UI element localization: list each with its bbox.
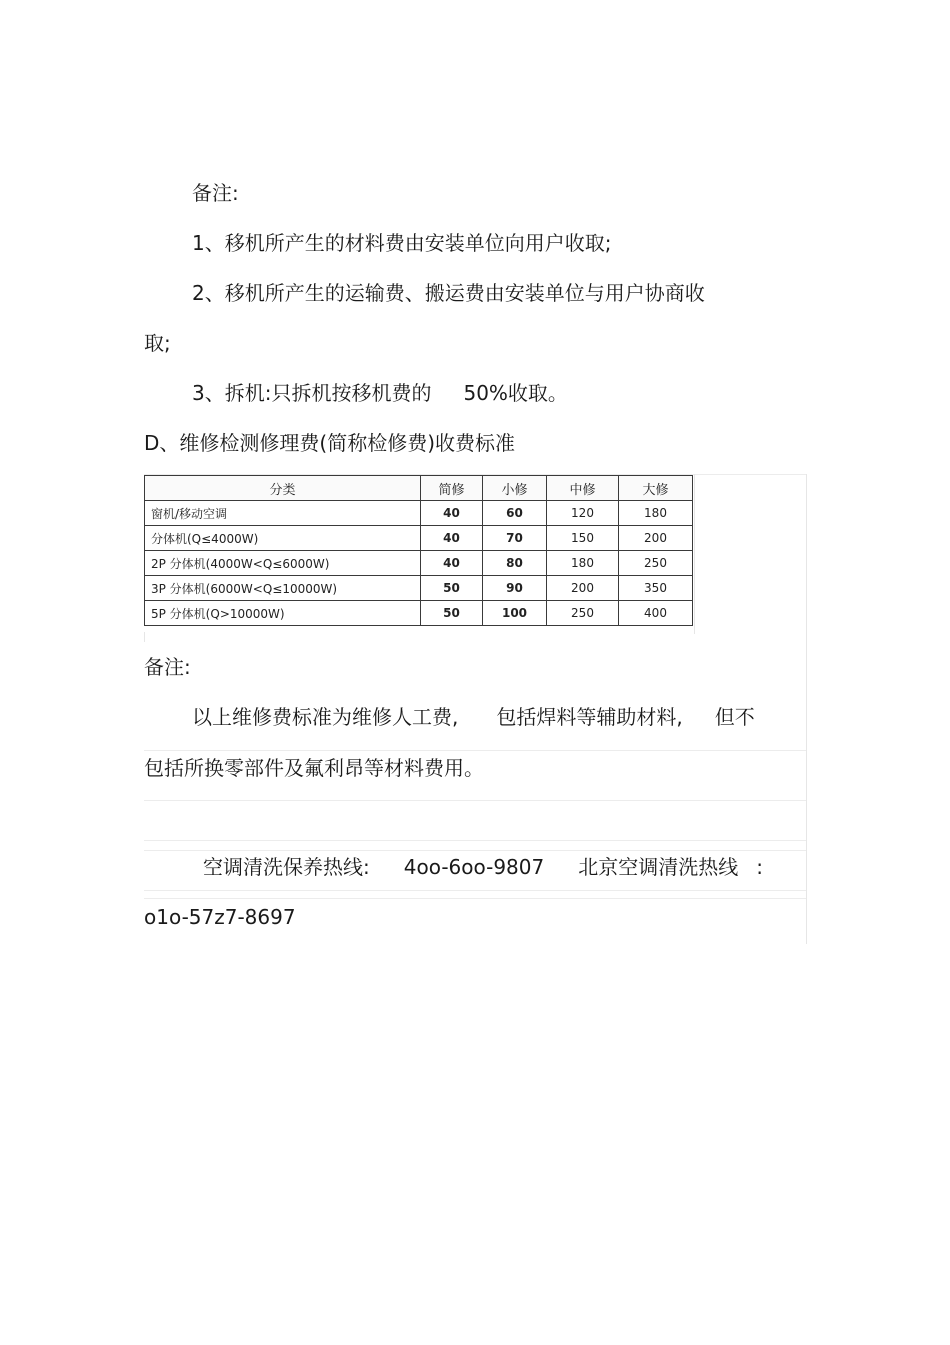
remark-item-2-continued: 取; — [144, 331, 171, 355]
repair-fee-table — [144, 475, 693, 626]
price-cell: 180 — [619, 501, 693, 526]
price-cell: 70 — [483, 526, 547, 551]
price-cell: 80 — [483, 551, 547, 576]
category-cell: 2P 分体机(4000W<Q≤6000W) — [145, 551, 421, 576]
price-cell: 40 — [421, 526, 483, 551]
price-cell: 100 — [483, 601, 547, 626]
table-row — [145, 501, 693, 526]
category-cell: 窗机/移动空调 — [145, 501, 421, 526]
guide-line — [144, 840, 806, 841]
table-row — [145, 601, 693, 626]
price-cell: 350 — [619, 576, 693, 601]
guide-line — [144, 632, 145, 642]
hotline-colon: : — [756, 855, 763, 879]
price-cell: 200 — [619, 526, 693, 551]
price-cell: 40 — [421, 551, 483, 576]
category-cell: 分体机(Q≤4000W) — [145, 526, 421, 551]
remarks2-text-1: 以上维修费标准为维修人工费, — [192, 705, 459, 729]
category-cell: 3P 分体机(6000W<Q≤10000W) — [145, 576, 421, 601]
price-cell: 120 — [547, 501, 619, 526]
hotline-label: 空调清洗保养热线: — [203, 855, 370, 879]
remark-item-1: 1、移机所产生的材料费由安装单位向用户收取; — [192, 231, 612, 255]
price-cell: 40 — [421, 501, 483, 526]
hotline-line — [203, 852, 763, 882]
guide-line — [806, 474, 807, 944]
table-row — [145, 526, 693, 551]
header-simple-repair: 简修 — [421, 476, 483, 501]
price-cell: 200 — [547, 576, 619, 601]
price-cell: 250 — [547, 601, 619, 626]
guide-line — [144, 750, 806, 751]
price-cell: 60 — [483, 501, 547, 526]
remark-item-2: 2、移机所产生的运输费、搬运费由安装单位与用户协商收 — [192, 281, 705, 305]
remarks2-text-2: 包括焊料等辅助材料, — [496, 705, 683, 729]
price-cell: 150 — [547, 526, 619, 551]
guide-line — [144, 800, 806, 801]
remarks-heading: 备注: — [192, 181, 239, 205]
price-cell: 50 — [421, 601, 483, 626]
table-header-row — [145, 476, 693, 501]
price-cell: 90 — [483, 576, 547, 601]
price-cell: 400 — [619, 601, 693, 626]
header-category: 分类 — [145, 476, 421, 501]
price-cell: 250 — [619, 551, 693, 576]
beijing-hotline-label: 北京空调清洗热线 — [578, 855, 739, 879]
guide-line — [694, 474, 695, 634]
header-minor-repair: 小修 — [483, 476, 547, 501]
hotline-number: 4oo-6oo-9807 — [403, 855, 545, 879]
remark-item-3 — [192, 378, 568, 408]
remark-item-3-percent: 50%收取。 — [463, 381, 568, 405]
header-medium-repair: 中修 — [547, 476, 619, 501]
guide-line — [144, 898, 806, 899]
beijing-hotline-number: o1o-57z7-8697 — [144, 905, 296, 929]
remark-item-3-text: 3、拆机:只拆机按移机费的 — [192, 381, 432, 405]
section-d-title: D、维修检测修理费(简称检修费)收费标准 — [144, 431, 516, 455]
remarks2-line-2: 包括所换零部件及氟利昂等材料费用。 — [144, 756, 484, 780]
table-row — [145, 551, 693, 576]
table-row — [145, 576, 693, 601]
guide-line — [144, 850, 806, 851]
price-cell: 180 — [547, 551, 619, 576]
remarks2-heading: 备注: — [144, 655, 191, 679]
category-cell: 5P 分体机(Q>10000W) — [145, 601, 421, 626]
remarks2-line-1 — [192, 702, 755, 732]
header-major-repair: 大修 — [619, 476, 693, 501]
guide-line — [144, 890, 806, 891]
remarks2-text-3: 但不 — [714, 705, 755, 729]
price-cell: 50 — [421, 576, 483, 601]
